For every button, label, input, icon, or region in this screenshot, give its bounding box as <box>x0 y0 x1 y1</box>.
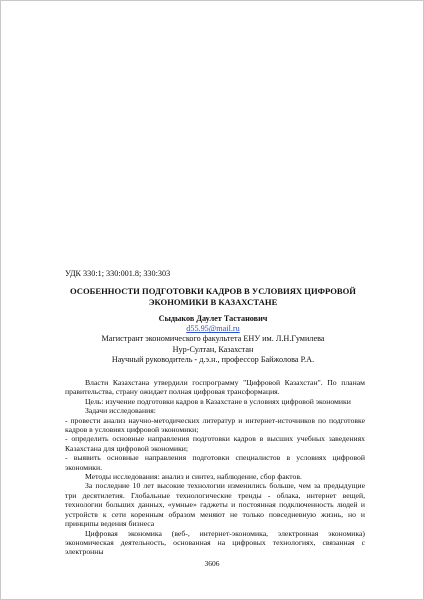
author-block <box>41 314 385 365</box>
list-item-task-3: - выявить основные направления подготовки специалистов в условиях цифровой экономики. <box>65 453 365 472</box>
author-name: Сыдыков Даулет Тастанович <box>158 314 268 323</box>
author-email-link[interactable]: d55.95@mail.ru <box>186 324 240 334</box>
article-body <box>65 378 365 557</box>
paragraph-goal: Цель: изучение подготовки кадров в Казахстане в условиях цифровой экономики <box>85 396 351 406</box>
paragraph-methods: Методы исследования: анализ и синтез, наблюдение, сбор фактов. <box>85 472 302 482</box>
author-position: Магистрант экономического факультета ЕНУ им. Л.Н.Гумилева <box>101 334 325 344</box>
paragraph-tasks-heading: Задачи исследования: <box>85 406 156 416</box>
article-title <box>41 286 385 308</box>
udc-code: УДК 330:1; 330:001.8; 330:303 <box>65 269 171 278</box>
paragraph-digital-economy: Цифровая экономика (веб-, интернет-экономика, электронная экономика) экономическая деятельность, основанная на цифровых технологиях, связанная с электронны <box>65 528 365 557</box>
page-number: 3606 <box>204 559 220 568</box>
author-city: Нур-Султан, Казахстан <box>172 344 254 354</box>
paragraph-trends: За последние 10 лет высокие технологии изменились больше, чем за предыдущие три десятилетия. Глобальные технологические тренды - облака, интернет вещей, технологии больших данных, «умные» гаджеты и постоянная подключенность людей и устройств к сети коренным образом меняют не только повседневную жизнь, но и принципы ведения бизнеса <box>65 481 365 529</box>
author-supervisor: Научный руководитель - д.э.н., профессор Байжолова Р.А. <box>111 354 315 364</box>
title-line-1: ОСОБЕННОСТИ ПОДГОТОВКИ КАДРОВ В УСЛОВИЯХ ЦИФРОВОЙ <box>69 286 356 296</box>
title-line-2: ЭКОНОМИКИ В КАЗАХСТАНЕ <box>148 297 278 307</box>
paragraph-intro: Власти Казахстана утвердили госпрограмму "Цифровой Казахстан". По планам правительства, страну ожидает полная цифровая трансформация. <box>65 378 365 397</box>
list-item-task-1: - провести анализ научно-методических литератур и интернет-источников по подготовке кадров в условиях цифровой экономики; <box>65 415 365 435</box>
list-item-task-2: - определить основные направления подготовки кадров в высших учебных заведениях Казахстана для цифровой экономики; <box>65 434 365 453</box>
